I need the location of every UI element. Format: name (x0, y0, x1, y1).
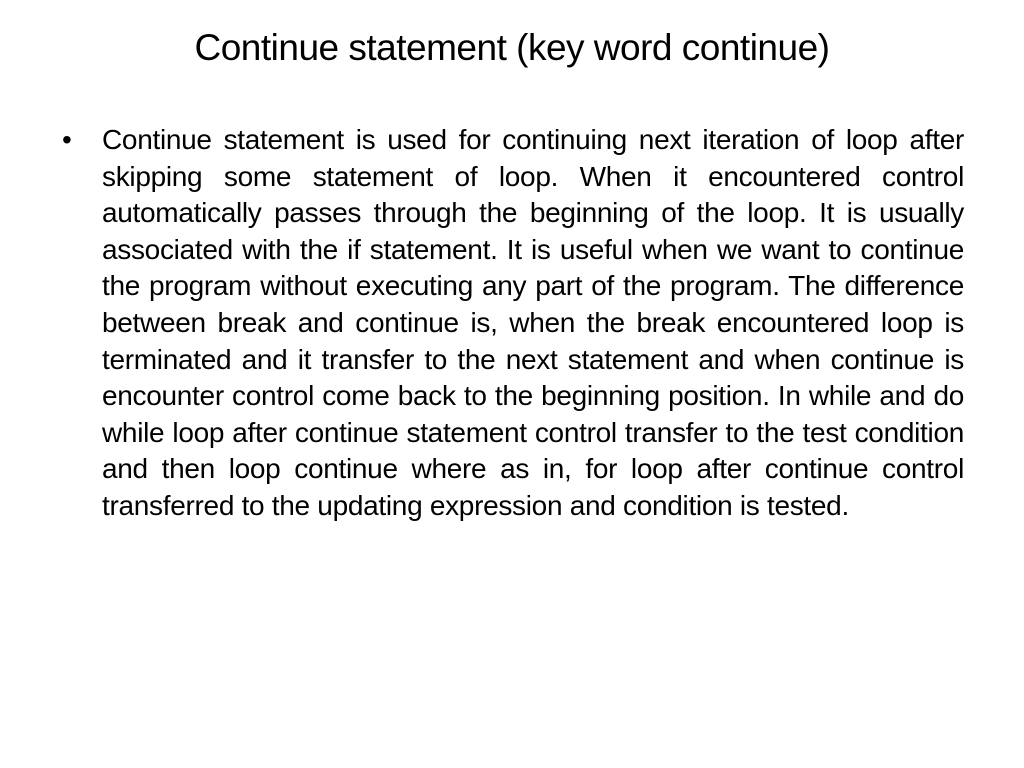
bullet-text: Continue statement is used for continuing next iteration of loop after skipping some statement of loop. When it encountered control automatically passes through the beginning of the loop. It is usually associated with the if statement. It is useful when we want to continue the program without executing any part of the program. The difference between break and continue is, when the break encountered loop is terminated and it transfer to the next statement and when continue is encounter control come back to the beginning position. In while and do while loop after continue statement control transfer to the test condition and then loop continue where as in, for loop after continue control transferred to the updating expression and condition is tested. (102, 124, 964, 521)
slide-title: Continue statement (key word continue) (194, 27, 830, 68)
bullet-list (60, 122, 964, 525)
bullet-icon: • (62, 124, 72, 155)
bullet-item (60, 122, 964, 525)
